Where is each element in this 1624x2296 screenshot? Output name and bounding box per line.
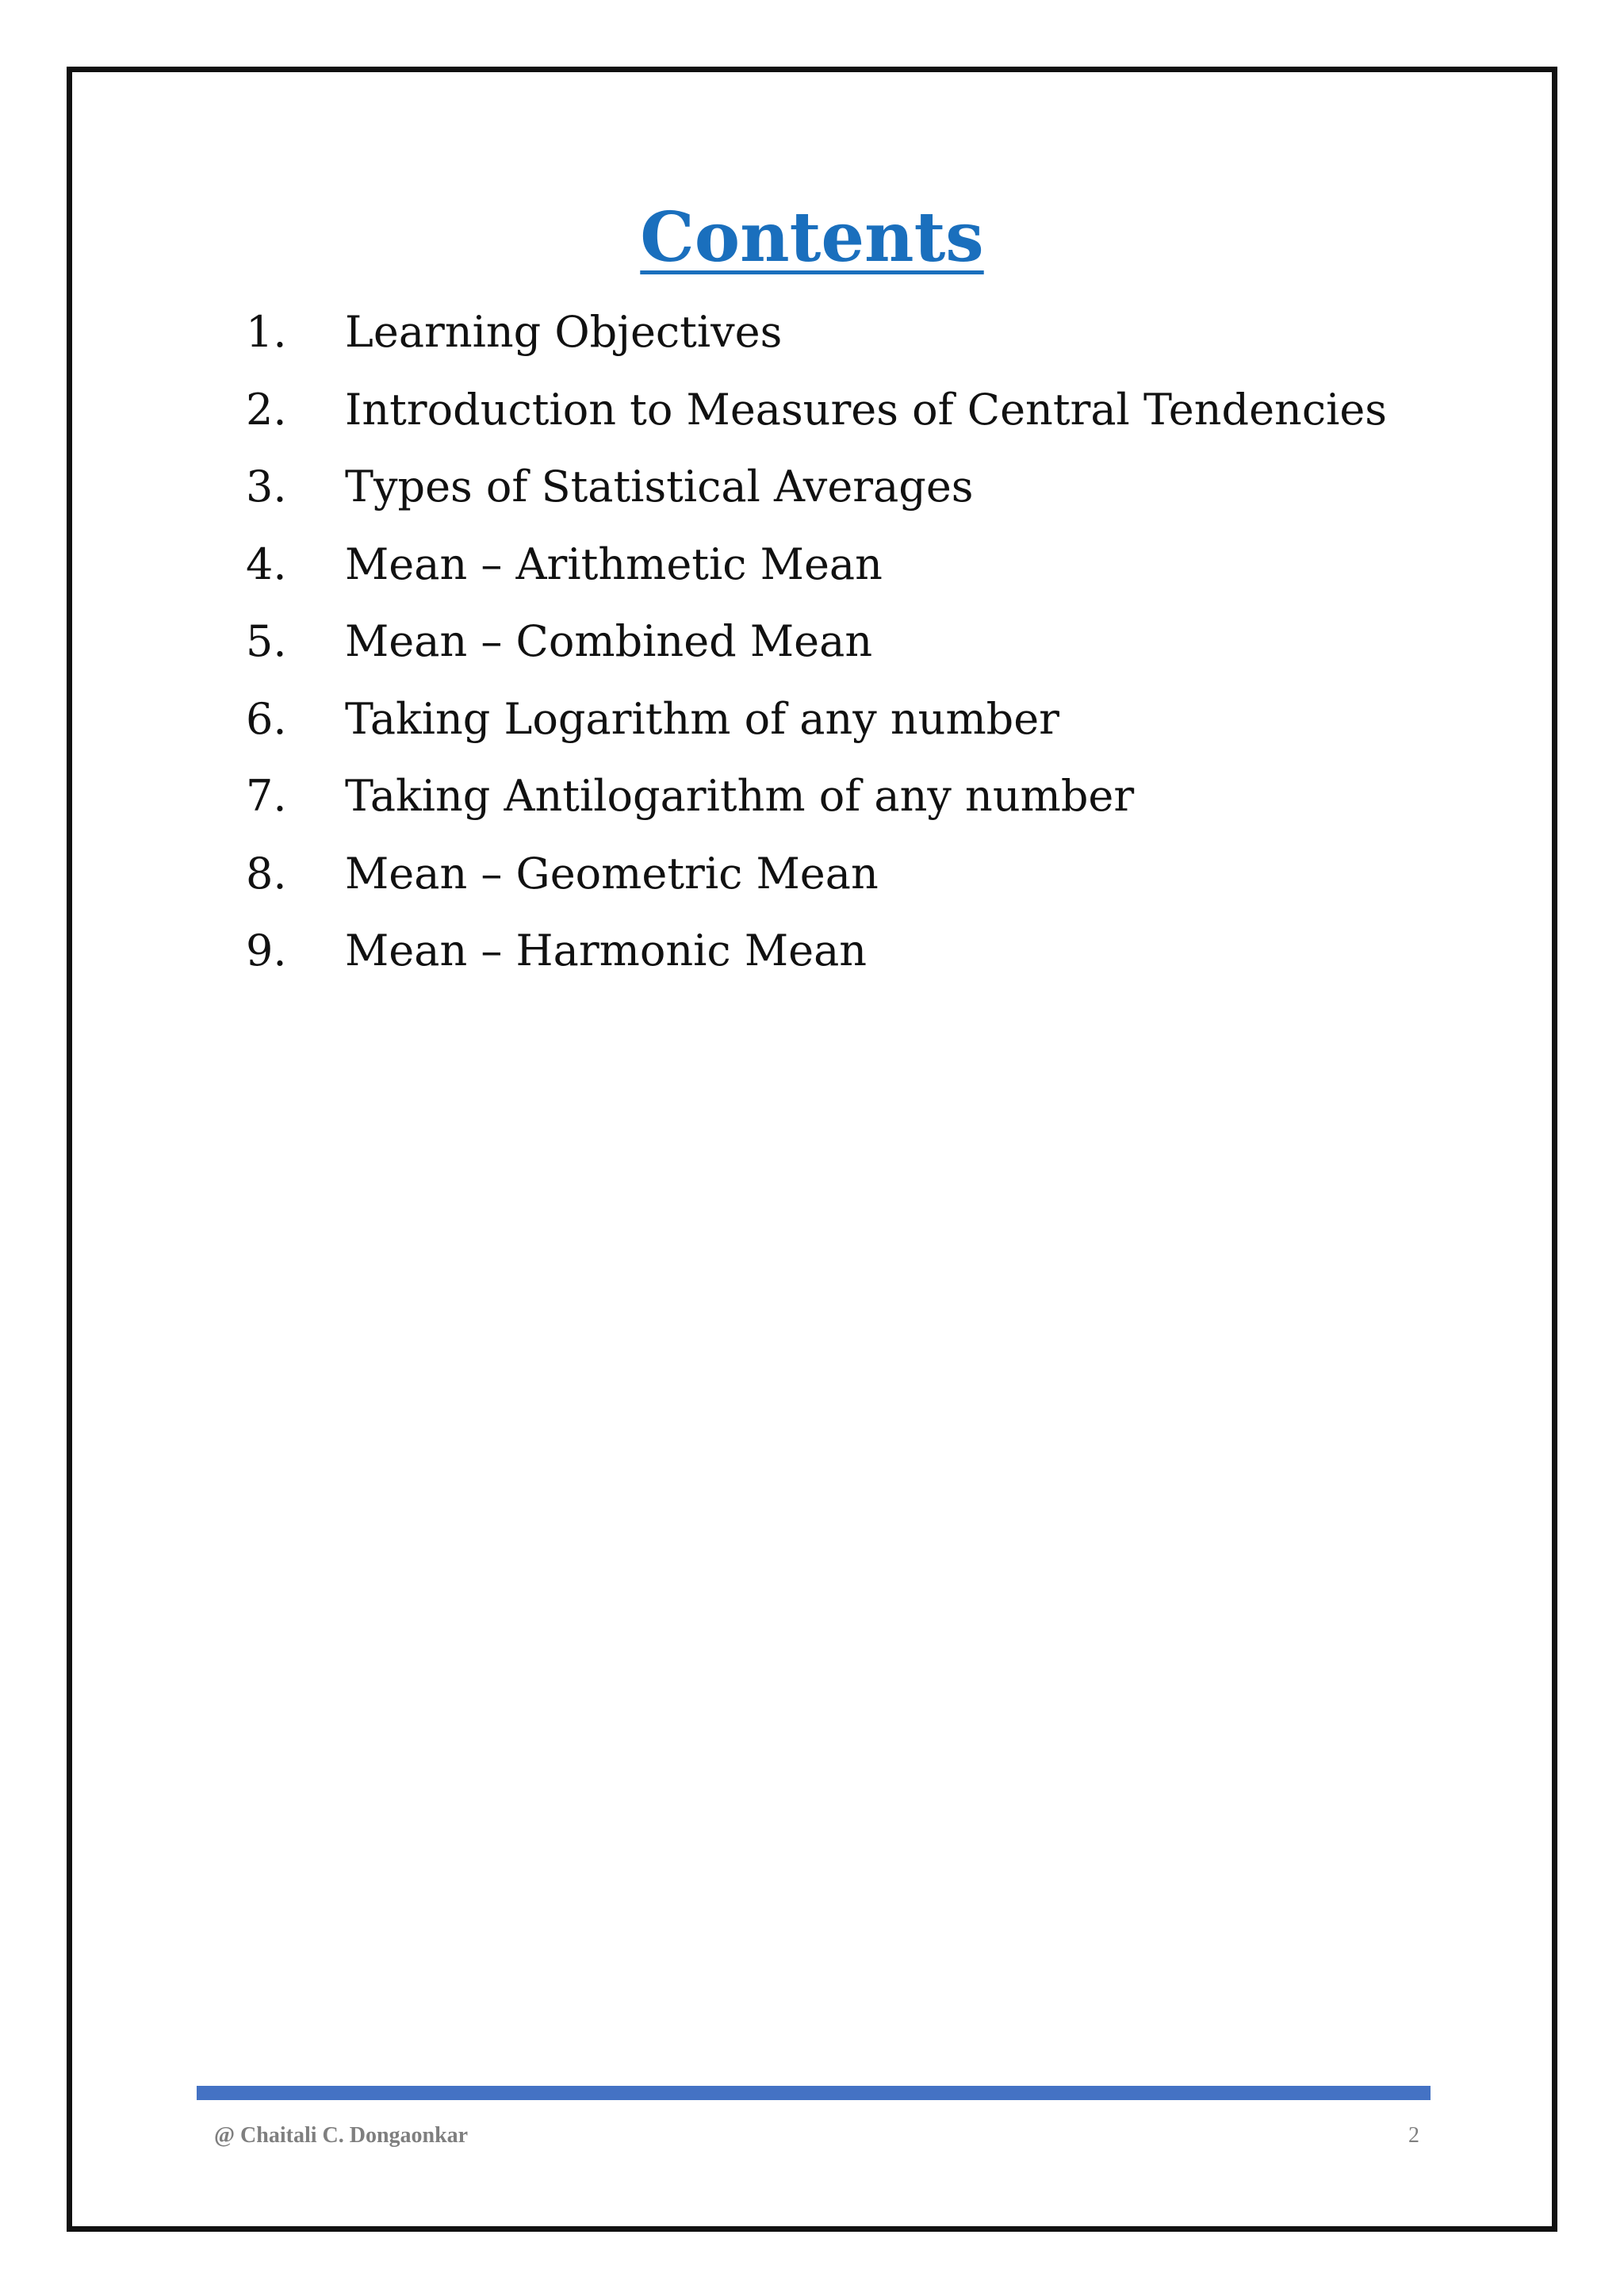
footer-divider-bar [197,2086,1431,2100]
toc-item-label: Taking Antilogarithm of any number [345,771,1135,821]
toc-item-label: Learning Objectives [345,307,783,357]
toc-item-label: Mean – Arithmetic Mean [345,539,883,589]
toc-item-number: 5. [246,616,287,666]
footer-author: @ Chaitali C. Dongaonkar [214,2123,469,2148]
toc-item-number: 4. [246,539,287,589]
toc-item-9 [246,912,1387,990]
toc-item-label: Types of Statistical Averages [345,462,974,512]
toc-item-label: Introduction to Measures of Central Tendencies [345,384,1388,435]
toc-item-label: Mean – Harmonic Mean [345,926,868,976]
toc-item-1 [246,293,1387,371]
page-title [0,194,1624,282]
toc-item-number: 7. [246,771,287,821]
toc-item-5 [246,603,1387,680]
footer-page-number: 2 [1408,2123,1419,2148]
toc-item-number: 3. [246,462,287,512]
toc-item-3 [246,448,1387,526]
toc-item-number: 2. [246,384,287,435]
toc-item-label: Mean – Geometric Mean [345,848,879,899]
toc-item-number: 8. [246,848,287,899]
toc-item-number: 1. [246,307,287,357]
toc-item-2 [246,371,1387,449]
toc-item-label: Mean – Combined Mean [345,616,873,666]
toc-item-number: 6. [246,693,287,744]
toc-item-number: 9. [246,926,287,976]
toc-item-4 [246,526,1387,604]
toc-item-6 [246,680,1387,758]
toc-item-7 [246,757,1387,835]
table-of-contents [246,293,1387,990]
toc-item-label: Taking Logarithm of any number [345,693,1059,744]
page-title-text: Contents [640,197,984,278]
toc-item-8 [246,835,1387,913]
